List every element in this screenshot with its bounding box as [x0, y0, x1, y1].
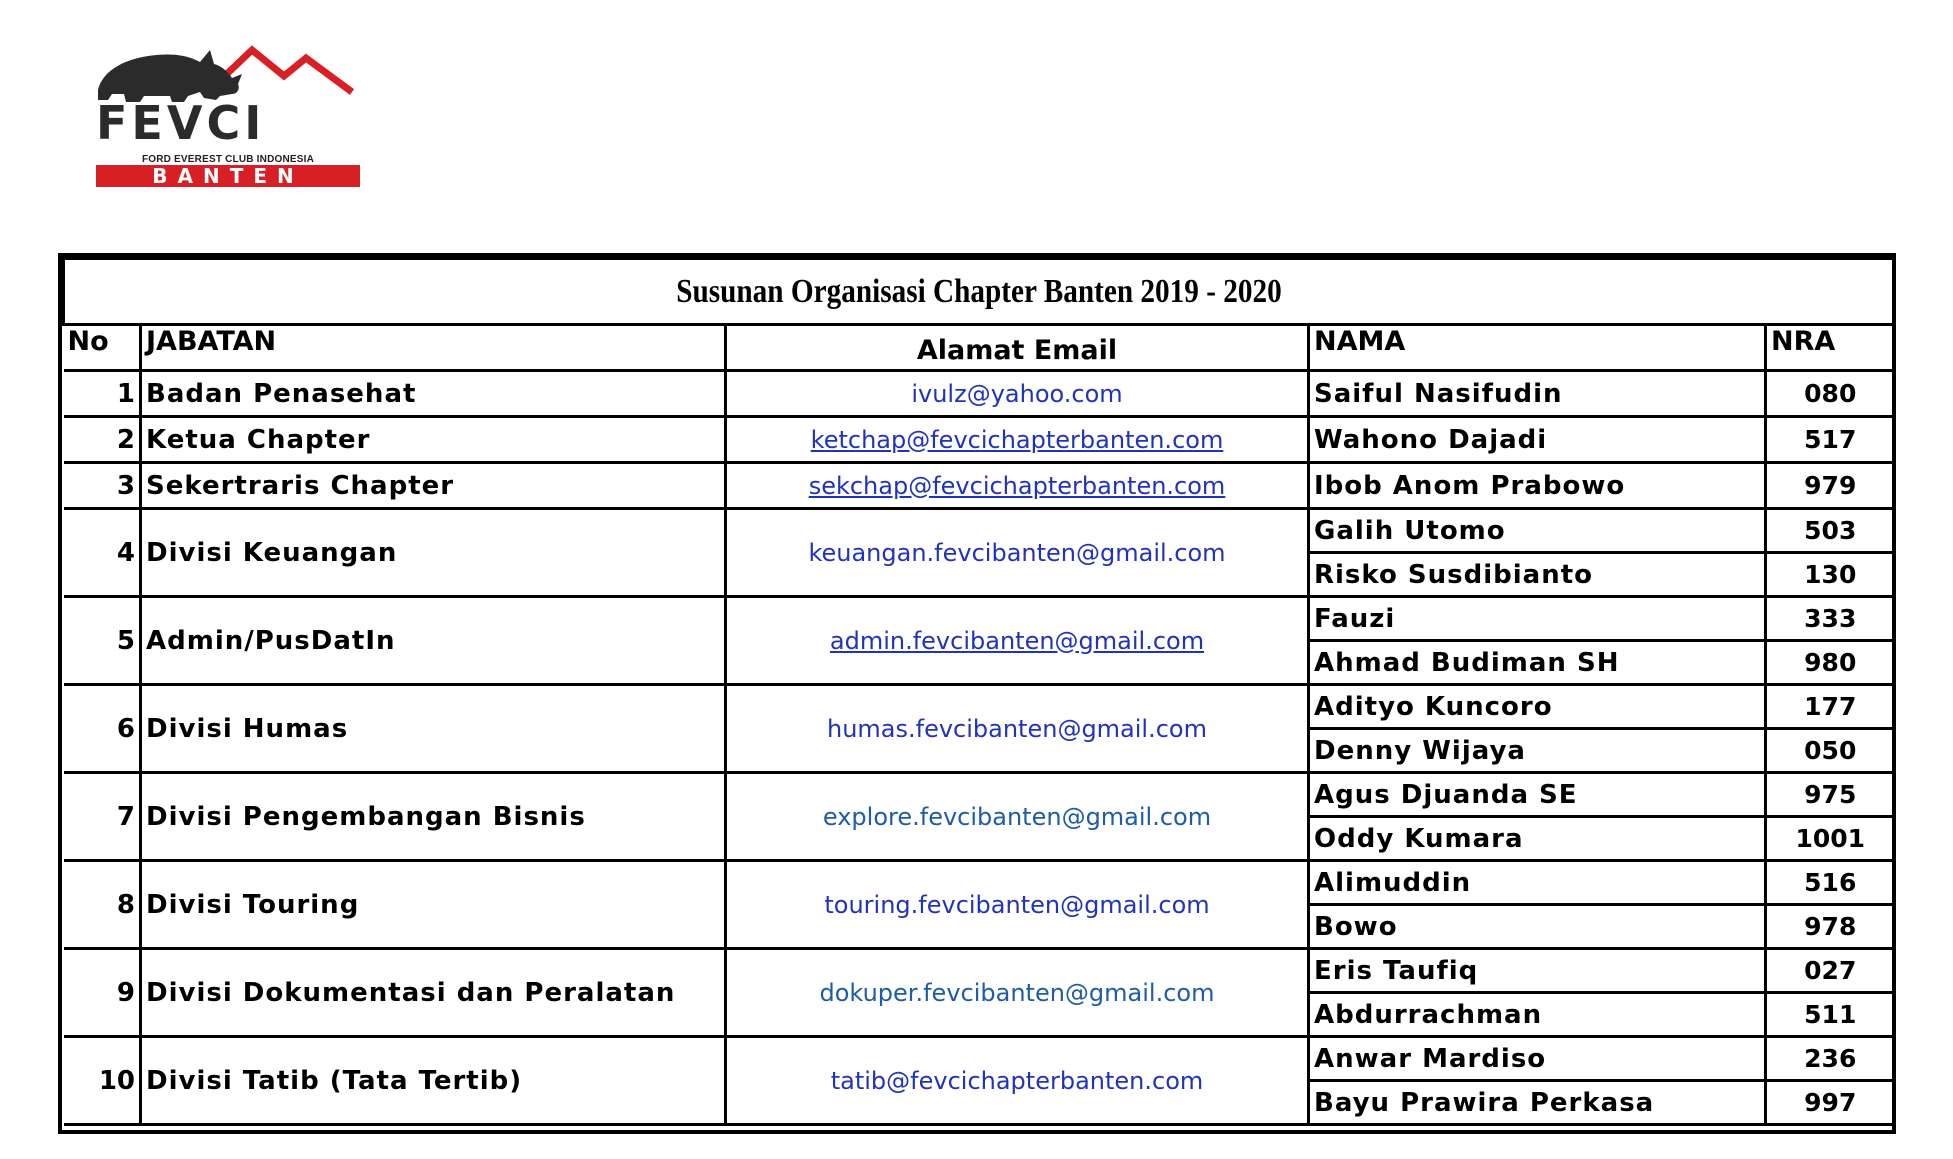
nama-cell: Galih Utomo	[1309, 509, 1766, 553]
nama-cell: Risko Susdibianto	[1309, 553, 1766, 597]
nra-cell: 027	[1766, 949, 1894, 993]
nra-cell: 979	[1766, 463, 1894, 509]
nama-cell: Ahmad Budiman SH	[1309, 641, 1766, 685]
email-link: explore.fevcibanten@gmail.com	[822, 802, 1212, 831]
nra-cell: 503	[1766, 509, 1894, 553]
jabatan-cell: Divisi Keuangan	[141, 509, 726, 597]
email-cell[interactable]	[726, 463, 1309, 509]
header-jabatan: JABATAN	[141, 325, 726, 371]
nra-cell: 511	[1766, 993, 1894, 1037]
table-row	[64, 509, 1894, 553]
table-row	[64, 1037, 1894, 1081]
nra-cell: 050	[1766, 729, 1894, 773]
header-nama: NAMA	[1309, 325, 1766, 371]
table-row	[64, 463, 1894, 509]
logo-club-name: FORD EVEREST CLUB INDONESIA	[141, 154, 315, 165]
jabatan-cell: Divisi Tatib (Tata Tertib)	[141, 1037, 726, 1125]
table-body	[64, 371, 1894, 1125]
nra-cell: 517	[1766, 417, 1894, 463]
row-number: 5	[64, 597, 141, 685]
row-number: 8	[64, 861, 141, 949]
jabatan-cell: Divisi Touring	[141, 861, 726, 949]
nama-cell: Eris Taufiq	[1309, 949, 1766, 993]
jabatan-cell: Divisi Pengembangan Bisnis	[141, 773, 726, 861]
nama-cell: Ibob Anom Prabowo	[1309, 463, 1766, 509]
jabatan-cell: Divisi Humas	[141, 685, 726, 773]
row-number: 6	[64, 685, 141, 773]
row-number: 9	[64, 949, 141, 1037]
email-link[interactable]: ketchap@fevcichapterbanten.com	[810, 425, 1224, 454]
row-number: 10	[64, 1037, 141, 1125]
email-cell	[726, 949, 1309, 1037]
row-number: 7	[64, 773, 141, 861]
table-header-row	[64, 325, 1894, 371]
jabatan-cell: Badan Penasehat	[141, 371, 726, 417]
email-cell[interactable]	[726, 597, 1309, 685]
nama-cell: Bowo	[1309, 905, 1766, 949]
nama-cell: Saiful Nasifudin	[1309, 371, 1766, 417]
email-cell	[726, 773, 1309, 861]
table-row	[64, 597, 1894, 641]
nra-cell: 080	[1766, 371, 1894, 417]
nra-cell: 980	[1766, 641, 1894, 685]
email-link[interactable]: sekchap@fevcichapterbanten.com	[808, 471, 1226, 500]
table-row	[64, 685, 1894, 729]
nra-cell: 516	[1766, 861, 1894, 905]
logo-chapter-banner: BANTEN	[96, 165, 360, 187]
table-row	[64, 861, 1894, 905]
email-cell	[726, 371, 1309, 417]
header-email: Alamat Email	[726, 325, 1309, 371]
nra-cell: 333	[1766, 597, 1894, 641]
jabatan-cell: Sekertraris Chapter	[141, 463, 726, 509]
nra-cell: 177	[1766, 685, 1894, 729]
nama-cell: Wahono Dajadi	[1309, 417, 1766, 463]
header-nra: NRA	[1766, 325, 1894, 371]
nama-cell: Bayu Prawira Perkasa	[1309, 1081, 1766, 1125]
nra-cell: 978	[1766, 905, 1894, 949]
nama-cell: Anwar Mardiso	[1309, 1037, 1766, 1081]
jabatan-cell: Admin/PusDatIn	[141, 597, 726, 685]
email-link: dokuper.fevcibanten@gmail.com	[819, 978, 1215, 1007]
row-number: 1	[64, 371, 141, 417]
fevci-banten-logo	[92, 44, 364, 192]
nra-cell: 130	[1766, 553, 1894, 597]
jabatan-cell: Divisi Dokumentasi dan Peralatan	[141, 949, 726, 1037]
nama-cell: Agus Djuanda SE	[1309, 773, 1766, 817]
logo-wordmark: FEVCI	[96, 96, 266, 150]
nama-cell: Adityo Kuncoro	[1309, 685, 1766, 729]
row-number: 4	[64, 509, 141, 597]
email-cell[interactable]	[726, 417, 1309, 463]
table-row	[64, 417, 1894, 463]
organization-table	[62, 257, 1895, 1126]
nra-cell: 975	[1766, 773, 1894, 817]
email-link: tatib@fevcichapterbanten.com	[830, 1066, 1204, 1095]
email-cell	[726, 1037, 1309, 1125]
table-row	[64, 949, 1894, 993]
table-title: Susunan Organisasi Chapter Banten 2019 - 2020	[192, 259, 1766, 325]
email-link: touring.fevcibanten@gmail.com	[824, 890, 1210, 919]
nra-cell: 997	[1766, 1081, 1894, 1125]
nra-cell: 236	[1766, 1037, 1894, 1081]
email-link: ivulz@yahoo.com	[911, 379, 1123, 408]
table-row	[64, 371, 1894, 417]
nama-cell: Oddy Kumara	[1309, 817, 1766, 861]
email-link: humas.fevcibanten@gmail.com	[826, 714, 1207, 743]
nama-cell: Fauzi	[1309, 597, 1766, 641]
jabatan-cell: Ketua Chapter	[141, 417, 726, 463]
row-number: 2	[64, 417, 141, 463]
email-link: keuangan.fevcibanten@gmail.com	[808, 538, 1226, 567]
row-number: 3	[64, 463, 141, 509]
email-link[interactable]: admin.fevcibanten@gmail.com	[829, 626, 1205, 655]
header-no: No	[64, 325, 141, 371]
email-cell	[726, 861, 1309, 949]
email-cell	[726, 685, 1309, 773]
table-row	[64, 773, 1894, 817]
nama-cell: Denny Wijaya	[1309, 729, 1766, 773]
nama-cell: Alimuddin	[1309, 861, 1766, 905]
email-cell	[726, 509, 1309, 597]
nama-cell: Abdurrachman	[1309, 993, 1766, 1037]
nra-cell: 1001	[1766, 817, 1894, 861]
